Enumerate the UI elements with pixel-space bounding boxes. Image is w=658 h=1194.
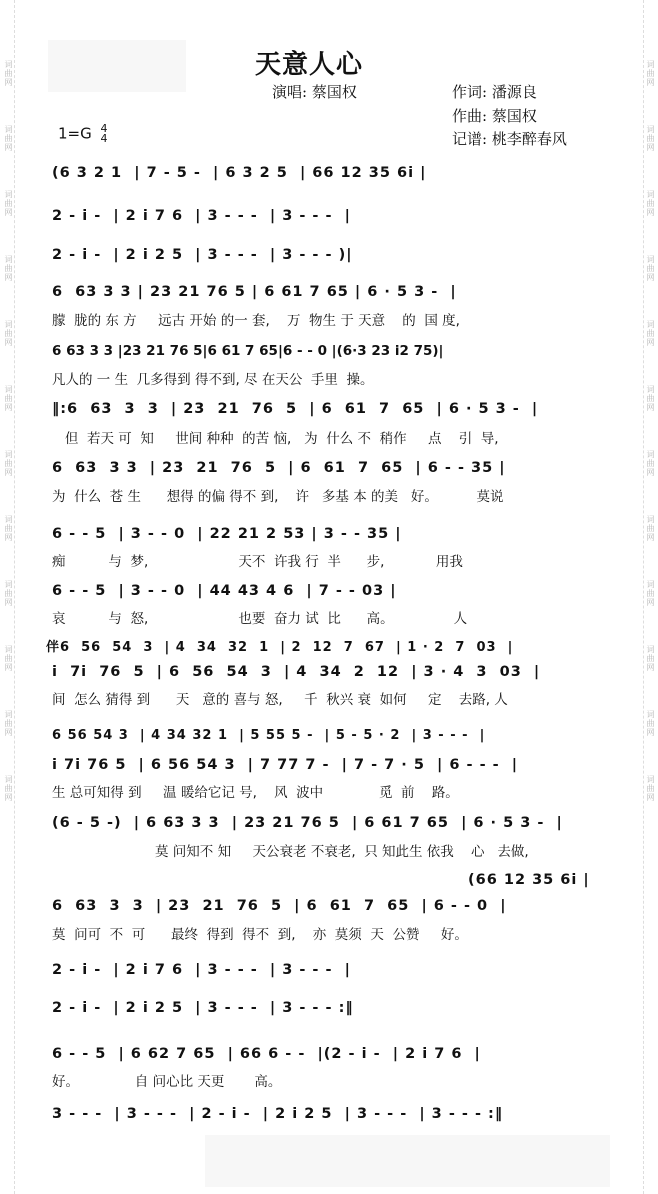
notation-line: 2 - i - | 2 i 2 5 | 3 - - - | 3 - - - :‖ xyxy=(52,1000,354,1016)
notation-line: i 7i 76 5 | 6 56 54 3 | 7 77 7 - | 7 - 7 · 5 | 6 - - - | xyxy=(52,757,519,773)
lyric-line: 凡人的 一 生 几多得到 得不到, 尽 在天公 手里 操。 xyxy=(52,372,374,388)
notation-line: 6 63 3 3 |23 21 76 5|6 61 7 65|6 - - 0 |(6·3 23 i2 75)| xyxy=(52,343,444,359)
blank-box-bottom xyxy=(205,1135,610,1187)
key-signature xyxy=(58,124,108,144)
watermark-text: 词曲网 xyxy=(4,125,13,152)
watermark-text: 词曲网 xyxy=(4,710,13,737)
watermark-text: 词曲网 xyxy=(646,190,655,217)
notation-line: 6 - - 5 | 3 - - 0 | 44 43 4 6 | 7 - - 03 | xyxy=(52,583,397,599)
time-signature xyxy=(101,124,108,144)
lyric-line: 但 若天 可 知 世间 种种 的苦 恼, 为 什么 不 稍作 点 引 导, xyxy=(52,431,499,447)
watermark-text: 词曲网 xyxy=(4,320,13,347)
watermark-text: 词曲网 xyxy=(4,580,13,607)
notation-line: 2 - i - | 2 i 7 6 | 3 - - - | 3 - - - | xyxy=(52,208,351,224)
watermark-text: 词曲网 xyxy=(4,645,13,672)
watermark-text: 词曲网 xyxy=(646,515,655,542)
notation-line: (6 - 5 -) | 6 63 3 3 | 23 21 76 5 | 6 61 7 65 | 6 · 5 3 - | xyxy=(52,815,563,831)
notation-line: 6 63 3 3 | 23 21 76 5 | 6 61 7 65 | 6 · 5 3 - | xyxy=(52,284,457,300)
song-title: 天意人心 xyxy=(255,50,364,80)
watermark-text: 词曲网 xyxy=(646,450,655,477)
notation-line: 2 - i - | 2 i 7 6 | 3 - - - | 3 - - - | xyxy=(52,962,351,978)
score-header xyxy=(0,0,658,160)
watermark-text: 词曲网 xyxy=(646,385,655,412)
singer-credit: 演唱: 蔡国权 xyxy=(272,83,357,101)
composer-credit: 作曲: 蔡国权 xyxy=(452,107,537,125)
lyric-line: 痴 与 梦, 天不 许我 行 半 步, 用我 xyxy=(52,554,463,570)
notation-line: ‖:6 63 3 3 | 23 21 76 5 | 6 61 7 65 | 6 · 5 3 - | xyxy=(52,401,539,417)
accompaniment-line: 伴6 56 54 3 | 4 34 32 1 | 2 12 7 67 | 1 · 2 7 03 | xyxy=(46,640,514,655)
lyric-line: 朦 胧的 东 方 远古 开始 的一 套, 万 物生 于 天意 的 国 度, xyxy=(52,313,460,329)
notation-line: 6 63 3 3 | 23 21 76 5 | 6 61 7 65 | 6 - - 35 | xyxy=(52,460,506,476)
harmony-line: 6 56 54 3 | 4 34 32 1 | 5 55 5 - | 5 - 5 · 2 | 3 - - - | xyxy=(52,728,486,743)
lyric-line: 哀 与 怒, 也要 奋力 试 比 高。 人 xyxy=(52,611,468,627)
notation-line: (6 3 2 1 | 7 - 5 - | 6 3 2 5 | 66 12 35 6i | xyxy=(52,165,427,181)
watermark-text: 词曲网 xyxy=(646,125,655,152)
watermark-text: 词曲网 xyxy=(4,775,13,802)
watermark-text: 词曲网 xyxy=(646,320,655,347)
notation-line: 6 - - 5 | 3 - - 0 | 22 21 2 53 | 3 - - 35 | xyxy=(52,526,402,542)
transcriber-credit: 记谱: 桃李醉春风 xyxy=(452,130,567,148)
notation-line: i 7i 76 5 | 6 56 54 3 | 4 34 2 12 | 3 · 4 3 03 | xyxy=(52,664,541,680)
notation-line: 6 63 3 3 | 23 21 76 5 | 6 61 7 65 | 6 - - 0 | xyxy=(52,898,507,914)
watermark-text: 词曲网 xyxy=(4,450,13,477)
watermark-text: 词曲网 xyxy=(4,190,13,217)
watermark-text: 词曲网 xyxy=(4,515,13,542)
watermark-text: 词曲网 xyxy=(646,710,655,737)
lyric-line: 间 怎么 猜得 到 天 意的 喜与 怒, 千 秋兴 衰 如何 定 去路, 人 xyxy=(52,692,508,708)
watermark-text: 词曲网 xyxy=(646,255,655,282)
watermark-text: 词曲网 xyxy=(646,775,655,802)
watermark-text: 词曲网 xyxy=(646,60,655,87)
time-top: 4 xyxy=(100,122,108,135)
lyric-line: 莫 问可 不 可 最终 得到 得不 到, 亦 莫须 天 公赞 好。 xyxy=(52,927,468,943)
watermark-text: 词曲网 xyxy=(646,645,655,672)
watermark-text: 词曲网 xyxy=(646,580,655,607)
time-bottom: 4 xyxy=(100,132,108,145)
watermark-text: 词曲网 xyxy=(4,385,13,412)
watermark-text: 词曲网 xyxy=(4,60,13,87)
right-margin-watermark xyxy=(643,0,656,1194)
lyric-line: 好。 自 问心比 天更 高。 xyxy=(52,1074,282,1090)
lyric-line: 为 什么 苍 生 想得 的偏 得不 到, 许 多基 本 的美 好。 莫说 xyxy=(52,489,504,505)
lyric-line: 莫 问知不 知 天公衰老 不衰老, 只 知此生 依我 心 去做, xyxy=(52,844,529,860)
notation-line: 6 - - 5 | 6 62 7 65 | 66 6 - - |(2 - i - | 2 i 7 6 | xyxy=(52,1046,481,1062)
left-margin-watermark xyxy=(2,0,15,1194)
notation-line: (66 12 35 6i | xyxy=(468,872,590,888)
lyric-line: 生 总可知得 到 温 暖给它记 号, 风 波中 觅 前 路。 xyxy=(52,785,459,801)
notation-line: 2 - i - | 2 i 2 5 | 3 - - - | 3 - - - )| xyxy=(52,247,353,263)
lyricist-credit: 作词: 潘源良 xyxy=(452,83,537,101)
key-label: 1=G xyxy=(58,124,92,143)
watermark-text: 词曲网 xyxy=(4,255,13,282)
notation-line: 3 - - - | 3 - - - | 2 - i - | 2 i 2 5 | 3 - - - | 3 - - - :‖ xyxy=(52,1106,504,1122)
